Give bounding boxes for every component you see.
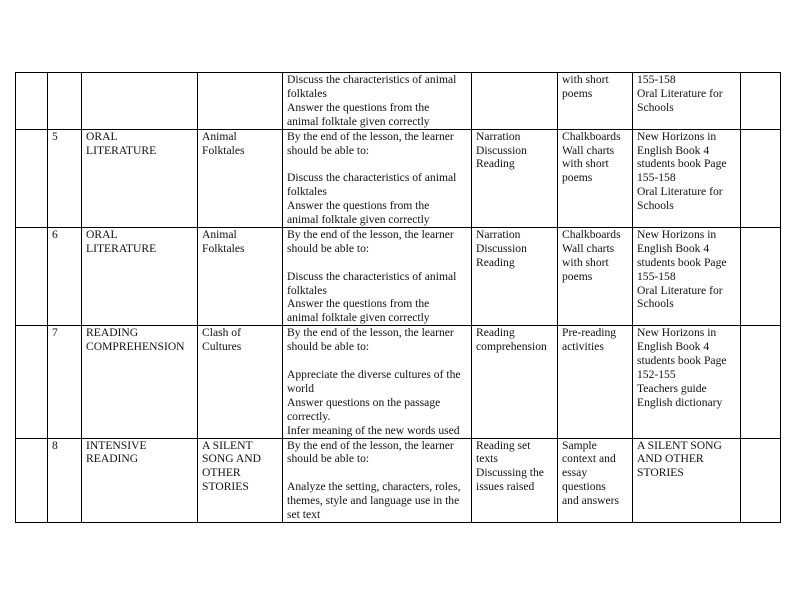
cell-remarks [741,129,781,227]
references-line: 155-158 [637,73,676,86]
cell-week [16,73,48,130]
resources-line: poems [562,86,593,100]
cell-objectives [283,227,472,325]
references-line: English Book 4 [637,143,710,157]
objectives-line: themes, style and language use in the [287,494,460,508]
cell-references [633,438,741,522]
objectives-line: folktales [287,185,327,199]
references-line: New Horizons in [637,227,717,241]
topic-line: READING [86,452,139,466]
cell-no [48,227,82,325]
objectives-line: world [287,381,315,395]
subtopic-line: SONG AND [202,452,261,466]
resources-line: with short [562,73,609,86]
topic-line: LITERATURE [86,241,157,255]
objectives-line: By the end of the lesson, the learner [287,129,454,143]
cell-resources [558,129,633,227]
objectives-line: Analyze the setting, characters, roles, [287,480,461,494]
cell-week [16,227,48,325]
objectives-line: animal folktale given correctly [287,213,430,227]
references-line: students book Page [637,255,727,269]
subtopic-line: Folktales [202,241,245,255]
no-text [52,73,77,87]
objectives-line: Answer questions on the passage [287,395,441,409]
cell-subtopic [198,326,283,438]
references-line: AND OTHER [637,452,704,466]
activities-line: Reading [476,157,515,171]
references-line: A SILENT SONG [637,438,722,452]
topic-line: ORAL [86,129,118,143]
subtopic-line: STORIES [202,480,249,494]
cell-subtopic [198,73,283,130]
activities-line: Discussion [476,143,527,157]
cell-no [48,326,82,438]
objectives-line: folktales [287,86,327,100]
references-line: Oral Literature for [637,283,723,297]
resources-line: Chalkboards [562,129,621,143]
objectives-line: Discuss the characteristics of animal [287,269,457,283]
cell-resources [558,73,633,130]
topic-line: COMPREHENSION [86,340,185,354]
cell-no [48,438,82,522]
resources-line: Sample [562,438,597,452]
activities-line: Discussion [476,241,527,255]
table-row [16,227,781,325]
resources-line: with short [562,255,609,269]
cell-no [48,73,82,130]
cell-objectives [283,73,472,130]
references-line: Schools [637,199,674,213]
objectives-line: By the end of the lesson, the learner [287,438,454,452]
cell-week [16,129,48,227]
table-row [16,73,781,130]
objectives-line [287,157,467,171]
cell-activities [472,227,558,325]
resources-line: Wall charts [562,143,615,157]
references-line: Schools [637,297,674,311]
objectives-line [287,354,467,368]
cell-week [16,326,48,438]
activities-line: Reading set [476,438,531,452]
objectives-line: should be able to: [287,241,370,255]
objectives-line: folktales [287,283,327,297]
references-line: students book Page [637,354,727,368]
scheme-of-work-table [15,72,781,523]
objectives-line: should be able to: [287,452,370,466]
references-line: STORIES [637,466,684,480]
objectives-line: set text [287,508,321,522]
cell-objectives [283,326,472,438]
references-line: English dictionary [637,395,723,409]
subtopic-line: Animal [202,129,237,143]
objectives-line: Discuss the characteristics of animal [287,171,457,185]
references-line: English Book 4 [637,241,710,255]
activities-line: comprehension [476,340,547,354]
objectives-line: Appreciate the diverse cultures of the [287,367,461,381]
resources-line: questions [562,480,606,494]
cell-references [633,227,741,325]
cell-week [16,438,48,522]
references-line: English Book 4 [637,340,710,354]
cell-resources [558,438,633,522]
cell-remarks [741,438,781,522]
activities-line: Narration [476,129,521,143]
objectives-line: correctly. [287,409,331,423]
references-line: 152-155 [637,368,676,381]
cell-objectives [283,129,472,227]
cell-remarks [741,73,781,130]
cell-remarks [741,227,781,325]
objectives-line: Discuss the characteristics of animal [287,73,457,86]
resources-line: and answers [562,494,619,508]
cell-references [633,326,741,438]
cell-resources [558,326,633,438]
activities-line: texts [476,452,498,466]
table-row [16,129,781,227]
cell-remarks [741,326,781,438]
topic-line: ORAL [86,227,118,241]
objectives-line: By the end of the lesson, the learner [287,326,454,340]
subtopic-line: Folktales [202,143,245,157]
references-line: Schools [637,100,674,114]
cell-references [633,73,741,130]
objectives-line [287,466,467,480]
objectives-line: Answer the questions from the [287,199,430,213]
objectives-line: should be able to: [287,340,370,354]
subtopic-line: Clash of [202,326,241,340]
references-line: students book Page [637,157,727,171]
activities-line: Reading [476,326,515,340]
objectives-line: should be able to: [287,143,370,157]
resources-line: poems [562,171,593,185]
activities-line: issues raised [476,480,535,494]
cell-topic [82,73,198,130]
cell-resources [558,227,633,325]
cell-activities [472,129,558,227]
cell-activities [472,73,558,130]
cell-objectives [283,438,472,522]
cell-subtopic [198,129,283,227]
references-line: Oral Literature for [637,185,723,199]
table-row [16,438,781,522]
objectives-line: animal folktale given correctly [287,114,430,128]
cell-no [48,129,82,227]
cell-topic [82,326,198,438]
resources-line: context and [562,452,616,466]
subtopic-line: OTHER [202,466,241,480]
topic-line: READING [86,326,139,340]
cell-references [633,129,741,227]
objectives-line: By the end of the lesson, the learner [287,227,454,241]
cell-subtopic [198,227,283,325]
cell-topic [82,227,198,325]
objectives-line: animal folktale given correctly [287,311,430,325]
references-line: 155-158 [637,269,676,283]
cell-activities [472,326,558,438]
subtopic-line: Animal [202,227,237,241]
references-line: New Horizons in [637,129,717,143]
cell-subtopic [198,438,283,522]
resources-line: Chalkboards [562,227,621,241]
activities-line: Reading [476,255,515,269]
references-line: 155-158 [637,171,676,185]
resources-line: poems [562,269,593,283]
references-line: Oral Literature for [637,86,723,100]
no-text: 6 [52,227,58,241]
cell-topic [82,438,198,522]
no-text: 8 [52,438,58,452]
resources-line: activities [562,340,604,354]
activities-line: Discussing the [476,466,544,480]
objectives-line [287,256,467,270]
table-row [16,326,781,438]
resources-line: with short [562,157,609,171]
references-line: Teachers guide [637,381,707,395]
objectives-line: Answer the questions from the [287,297,430,311]
topic-line: LITERATURE [86,143,157,157]
objectives-line: Answer the questions from the [287,100,430,114]
resources-line: essay [562,466,588,480]
resources-line: Pre-reading [562,326,617,340]
objectives-line: Infer meaning of the new words used [287,423,460,437]
cell-topic [82,129,198,227]
references-line: New Horizons in [637,326,717,340]
subtopic-line: Cultures [202,340,242,354]
topic-line: INTENSIVE [86,438,147,452]
subtopic-line: A SILENT [202,438,253,452]
no-text: 7 [52,326,58,340]
resources-line: Wall charts [562,241,615,255]
no-text: 5 [52,129,58,143]
activities-line: Narration [476,227,521,241]
cell-activities [472,438,558,522]
